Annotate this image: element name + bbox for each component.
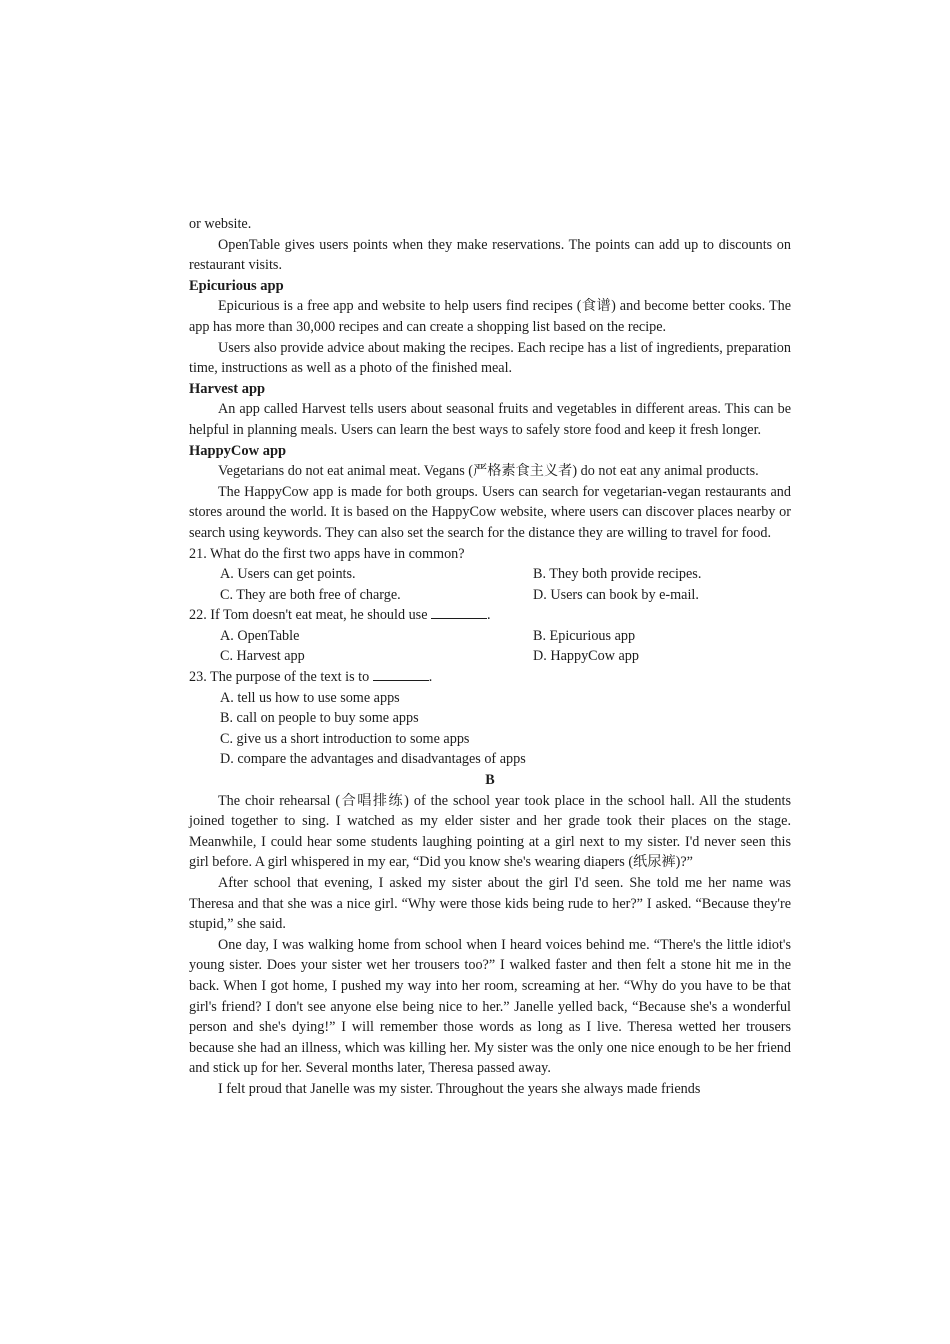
question-23-stem: [189, 667, 791, 688]
paragraph-b-4: I felt proud that Janelle was my sister. Throughout the years she always made friends: [218, 1080, 701, 1097]
document-page: [189, 214, 791, 1100]
section-label-b: B: [485, 772, 495, 789]
question-23-option-b: B. call on people to buy some apps: [220, 710, 419, 727]
question-21-option-c: C. They are both free of charge.: [220, 586, 401, 603]
heading-harvest: Harvest app: [189, 380, 266, 397]
paragraph-epicurious-1: Epicurious is a free app and website to help users find recipes (食谱) and become better cooks. The app has more than 30,000 recipes and can create a shopping list based on the recipe.: [189, 298, 791, 335]
question-21-options: [189, 564, 791, 605]
question-22-stem-end: .: [487, 607, 491, 624]
paragraph-happycow-2: The HappyCow app is made for both groups. Users can search for vegetarian-vegan restaurants and stores around the world. It is based on the HappyCow website, where users can discover places nearby or search using keywords. They can also set the search for the distance they are willing to travel for food.: [189, 483, 791, 541]
heading-epicurious: Epicurious app: [189, 277, 284, 294]
paragraph-b-1: The choir rehearsal (合唱排练) of the school year took place in the school hall. All the students joined together to sing. I watched as my elder sister and her grade took their places on the stage. Meanwhile, I could hear some students laughing pointing at a girl next to my sister. I'd never seen this girl before. A girl whispered in my ear, “Did you know she's wearing diapers (纸尿裤)?”: [189, 792, 791, 871]
question-22-stem: [189, 605, 791, 626]
paragraph-opentable: OpenTable gives users points when they make reservations. The points can add up to discounts on restaurant visits.: [189, 236, 791, 274]
paragraph-website: or website.: [189, 216, 252, 232]
paragraph-b-3: One day, I was walking home from school when I heard voices behind me. “There's the little idiot's young sister. Does your sister wet her trousers too?” I walked faster and then felt a stone hit me in the back. When I got home, I pushed my way into her room, screaming at her. “Why do you have to be that girl's friend? I don't see anyone else being nice to her.” Janelle yelled back, “Because she's a wonderful person and she's dying!” I will remember those words as long as I live. Theresa wetted her trousers because she had an illness, which was killing her. My sister was the only one nice enough to be her friend and stick up for her. Several months later, Theresa passed away.: [189, 936, 791, 1077]
question-21-stem: 21. What do the first two apps have in common?: [189, 545, 465, 562]
question-22-option-a: A. OpenTable: [220, 627, 300, 644]
question-23-option-c: C. give us a short introduction to some apps: [220, 730, 470, 747]
paragraph-harvest-1: An app called Harvest tells users about seasonal fruits and vegetables in different areas. This can be helpful in planning meals. Users can learn the best ways to safely store food and keep it fresh longer.: [189, 401, 791, 438]
answer-blank: [431, 605, 487, 619]
question-22-option-c: C. Harvest app: [220, 648, 305, 665]
question-21-option-d: D. Users can book by e-mail.: [533, 586, 699, 603]
question-23-options: [189, 688, 791, 770]
question-23-option-a: A. tell us how to use some apps: [220, 689, 400, 706]
question-22-options: [189, 626, 791, 667]
answer-blank: [373, 667, 429, 681]
paragraph-b-2: After school that evening, I asked my sister about the girl I'd seen. She told me her name was Theresa and that she was a nice girl. “Why were those kids being rude to her?” I asked. “Because they're stupid,” she said.: [189, 875, 791, 933]
paragraph-epicurious-2: Users also provide advice about making the recipes. Each recipe has a list of ingredients, preparation time, instructions as well as a photo of the finished meal.: [189, 339, 791, 377]
question-21-option-b: B. They both provide recipes.: [533, 566, 702, 583]
question-22-stem-text: 22. If Tom doesn't eat meat, he should use: [189, 607, 428, 624]
heading-happycow: HappyCow app: [189, 442, 287, 459]
question-21-option-a: A. Users can get points.: [220, 566, 356, 583]
question-22-option-d: D. HappyCow app: [533, 648, 639, 665]
question-23-stem-text: 23. The purpose of the text is to: [189, 669, 370, 686]
question-22-option-b: B. Epicurious app: [533, 627, 636, 644]
question-23-stem-end: .: [428, 669, 433, 686]
paragraph-happycow-1: Vegetarians do not eat animal meat. Vegans (严格素食主义者) do not eat any animal products.: [218, 463, 759, 480]
question-23-option-d: D. compare the advantages and disadvantages of apps: [220, 751, 526, 768]
